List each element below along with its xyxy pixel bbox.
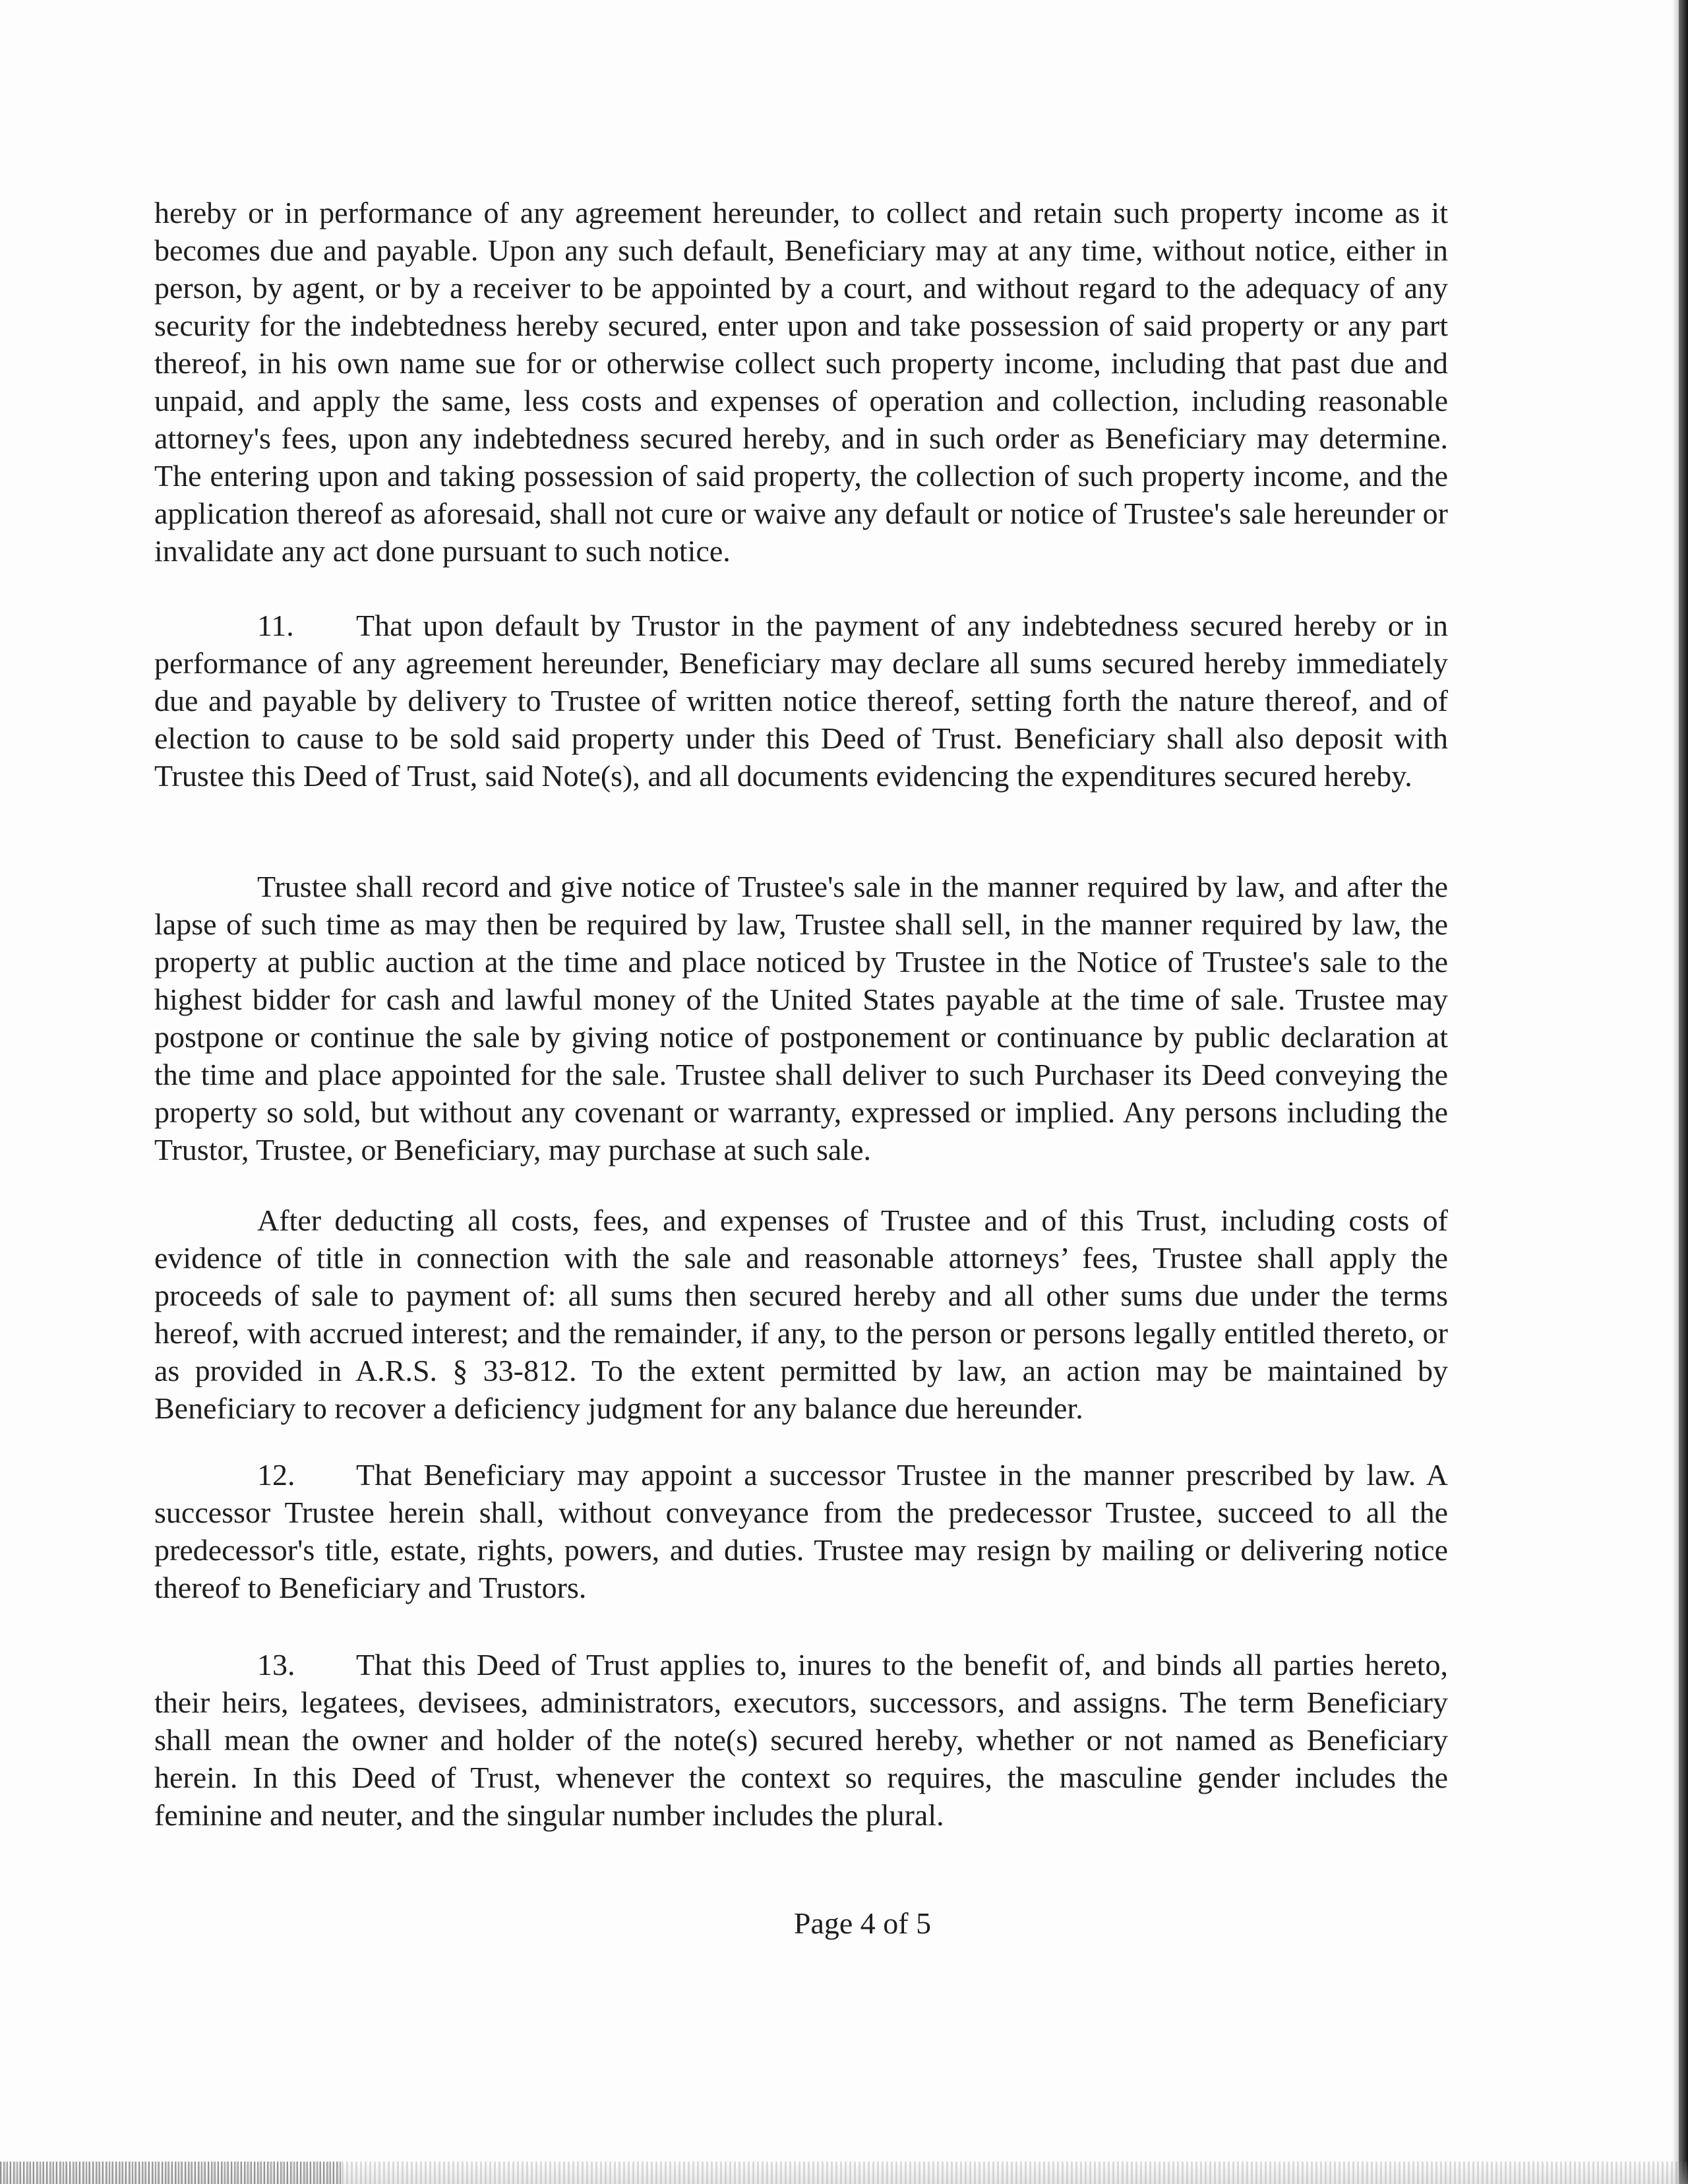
continuation-paragraph: hereby or in performance of any agreement hereunder, to collect and retain such property income as it becomes due and payable. Upon any such default, Beneficiary may at any time, without notice, either in person, by agent, or by a receiver to be appointed by a court, and without regard to the adequacy of any security for the indebtedness hereby secured, enter upon and take possession of said property or any part thereof, in his own name sue for or otherwise collect such property income, including that past due and unpaid, and apply the same, less costs and expenses of operation and collection, including reasonable attorney's fees, upon any indebtedness secured hereby, and in such order as Beneficiary may determine. The entering upon and taking possession of said property, the collection of such property income, and the application thereof as aforesaid, shall not cure or waive any default or notice of Trustee's sale hereunder or invalidate any act done pursuant to such notice. (154, 196, 1448, 568)
section-12-text: That Beneficiary may appoint a successor Trustee in the manner prescribed by law. A successor Trustee herein shall, without conveyance from the predecessor Trustee, succeed to all the predecessor's title, estate, rights, powers, and duties. Trustee may resign by mailing or delivering notice thereof to Beneficiary and Trustors. (154, 1458, 1448, 1604)
section-13-number: 13. (257, 1648, 295, 1682)
section-12-number: 12. (257, 1458, 295, 1492)
section-13-text: That this Deed of Trust applies to, inures to the benefit of, and binds all parties hereto, their heirs, legatees, devisees, administrators, executors, successors, and assigns. The term Beneficiary shall mean the owner and holder of the note(s) secured hereby, whether or not named as Beneficiary herein. In this Deed of Trust, whenever the context so requires, the masculine gender includes the feminine and neuter, and the singular number includes the plural. (154, 1648, 1448, 1832)
page-number: Page 4 of 5 (793, 1906, 932, 1940)
section-11-text: That upon default by Trustor in the payment of any indebtedness secured hereby or in performance of any agreement hereunder, Beneficiary may declare all sums secured hereby immediately due and payable by delivery to Trustee of written notice thereof, setting forth the nature thereof, and of election to cause to be sold said property under this Deed of Trust. Beneficiary shall also deposit with Trustee this Deed of Trust, said Note(s), and all documents evidencing the expenditures secured hereby. (154, 609, 1448, 793)
trustee-sale-paragraph: Trustee shall record and give notice of Trustee's sale in the manner required by law, and after the lapse of such time as may then be required by law, Trustee shall sell, in the manner required by law, the property at public auction at the time and place noticed by Trustee in the Notice of Trustee's sale to the highest bidder for cash and lawful money of the United States payable at the time of sale. Trustee may postpone or continue the sale by giving notice of postponement or continuance by public declaration at the time and place appointed for the sale. Trustee shall deliver to such Purchaser its Deed conveying the property so sold, but without any covenant or warranty, expressed or implied. Any persons including the Trustor, Trustee, or Beneficiary, may purchase at such sale. (154, 870, 1448, 1167)
section-11-number: 11. (257, 609, 294, 642)
section-13-paragraph (154, 1646, 1448, 1834)
scan-noise (0, 2162, 343, 2184)
section-11-paragraph (154, 607, 1448, 795)
page-footer (0, 1904, 1688, 1942)
sale-proceeds-paragraph: After deducting all costs, fees, and expenses of Trustee and of this Trust, including costs of evidence of title in connection with the sale and reasonable attorneys’ fees, Trustee shall apply the proceeds of sale to payment of: all sums then secured hereby and all other sums due under the terms hereof, with accrued interest; and the remainder, if any, to the person or persons legally entitled thereto, or as provided in A.R.S. § 33-812. To the extent permitted by law, an action may be maintained by Beneficiary to recover a deficiency judgment for any balance due hereunder. (154, 1203, 1448, 1425)
scan-shadow (1672, 0, 1679, 2184)
scan-edge-right (1679, 0, 1688, 2184)
section-12-paragraph (154, 1456, 1448, 1606)
